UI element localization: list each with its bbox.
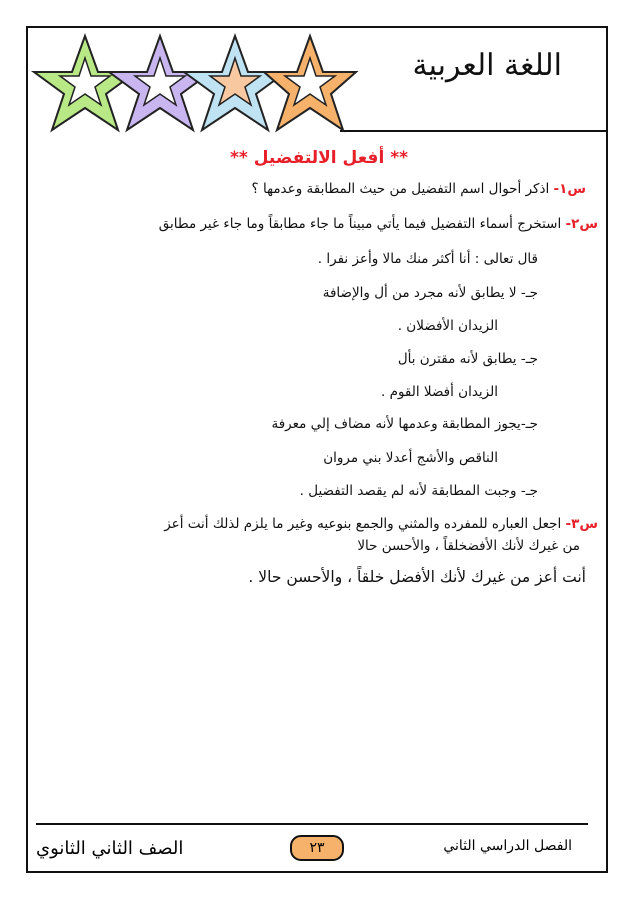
question-line xyxy=(164,516,598,532)
text-line: الزيدان أفضلا القوم . xyxy=(381,384,498,400)
lesson-heading: ** أفعل الالتفضيل ** xyxy=(230,148,408,168)
page-number: ٢٣ xyxy=(290,835,344,861)
answer-line: جـ- يطابق لأنه مقترن بأل xyxy=(397,351,538,367)
question-text: اجعل العباره للمفرده والمثني والجمع بنوعيه وغير ما يلزم لذلك أنت أعز xyxy=(164,516,566,532)
header-divider xyxy=(340,130,608,132)
term-label: الفصل الدراسي الثاني xyxy=(443,838,572,854)
footer-divider xyxy=(36,823,588,825)
question-label: س٢- xyxy=(565,216,598,232)
question-label: س١- xyxy=(553,181,586,197)
grade-label: الصف الثاني الثانوي xyxy=(36,838,184,859)
answer-line: أنت أعز من غيرك لأنك الأفضل خلقاً ، والأحسن حالا . xyxy=(248,568,586,586)
question-line xyxy=(159,216,598,232)
answer-line: جـ- وجبت المطابقة لأنه لم يقصد التفضيل . xyxy=(299,483,538,499)
text-line: من غيرك لأنك الأفضخلقاً ، والأحسن حالا xyxy=(357,538,580,554)
stars-decoration xyxy=(30,30,360,150)
text-line: الناقص والأشج أعدلا بني مروان xyxy=(323,450,498,466)
question-label: س٣- xyxy=(565,516,598,532)
text-line: قال تعالى : أنا أكثر منك مالا وأعز نفرا . xyxy=(317,251,538,267)
subject-title: اللغة العربية xyxy=(412,48,562,83)
answer-line: جـ- لا يطابق لأنه مجرد من أل والإضافة xyxy=(322,285,538,301)
question-line xyxy=(252,181,586,197)
text-line: الزيدان الأفضلان . xyxy=(397,318,498,334)
question-text: اذكر أحوال اسم التفضيل من حيث المطابقة وعدمها ؟ xyxy=(251,181,554,197)
question-text: استخرج أسماء التفضيل فيما يأتي مبيناً ما جاء مطابقاً وما جاء غير مطابق xyxy=(158,216,566,232)
answer-line: جـ-يجوز المطابقة وعدمها لأنه مضاف إلي معرفة xyxy=(271,416,538,432)
